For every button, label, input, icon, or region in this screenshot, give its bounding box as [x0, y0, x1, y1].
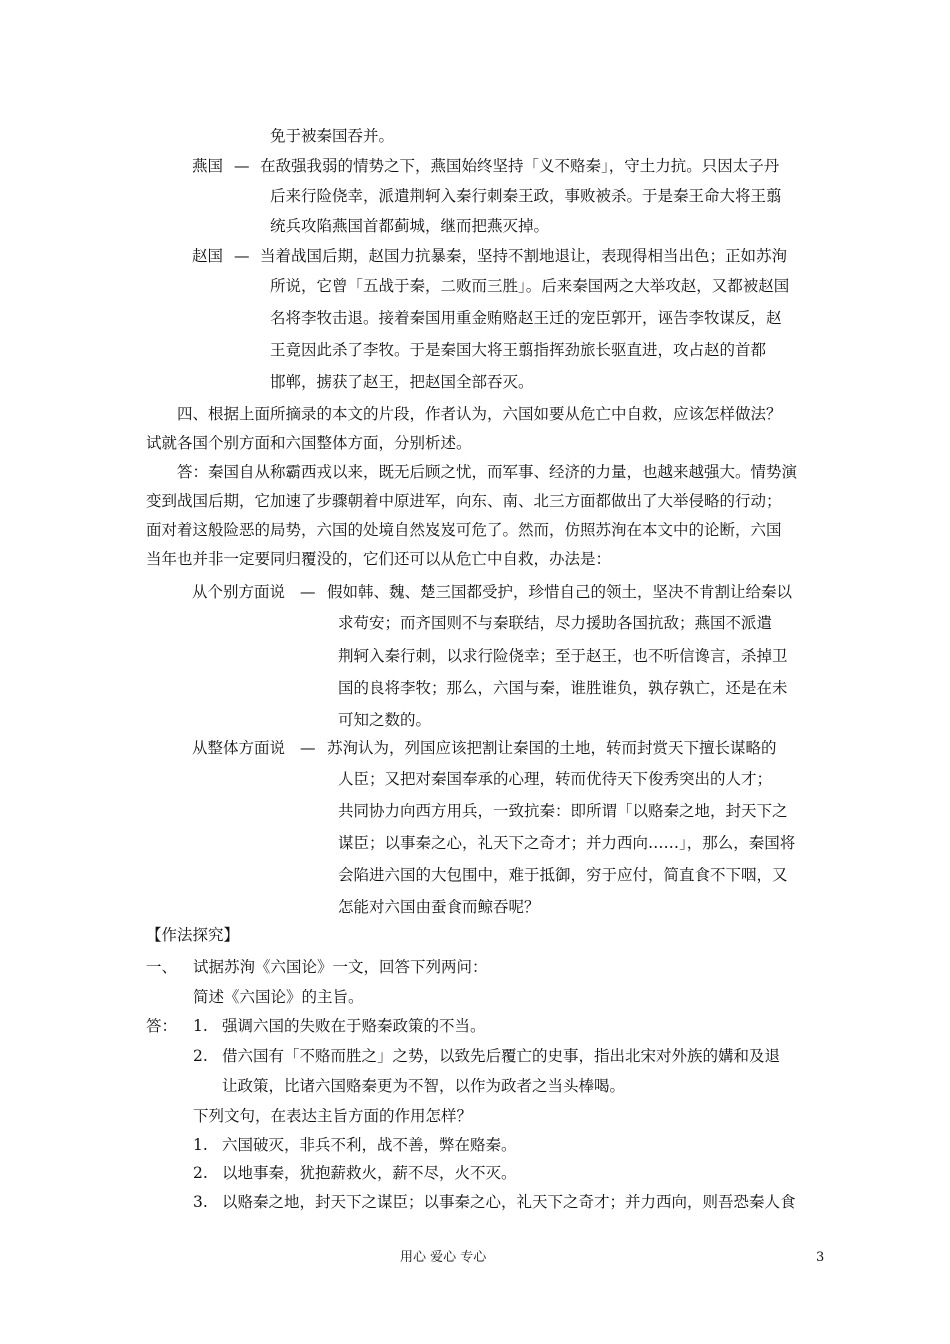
- answer-line: 当年也并非一定要同归覆没的，它们还可以从危亡中自救，办法是：: [146, 550, 612, 568]
- yan-line: 统兵攻陷燕国首都蓟城，继而把燕灭掉。: [270, 217, 550, 235]
- whole-line: 人臣；又把对秦国奉承的心理，转而优待天下俊秀突出的人才；: [338, 770, 773, 788]
- whole-label: 从整体方面说: [192, 739, 286, 757]
- whole-line: 苏洵认为，列国应该把割让秦国的土地，转而封赏天下擅长谋略的: [327, 739, 777, 757]
- whole-line: 会陷进六国的大包围中，难于抵御，穷于应付，简直食不下咽，又: [338, 866, 788, 884]
- page-number: 3: [816, 1250, 825, 1265]
- answer-item-line: 强调六国的失败在于赂秦政策的不当。: [222, 1017, 486, 1035]
- individual-line: 求苟安；而齐国则不与秦联结，尽力援助各国抗敌；燕国不派遣: [338, 614, 773, 632]
- whole-line: 怎能对六国由蚕食而鲸吞呢？: [338, 898, 540, 916]
- part-1-question: 试据苏洵《六国论》一文，回答下列两问：: [193, 958, 488, 976]
- quote-number: 1.: [193, 1136, 208, 1154]
- zhao-line: 所说，它曾「五战于秦，二败而三胜」。后来秦国两之大举攻赵，又都被赵国: [270, 277, 790, 295]
- part-1-sub-question: 简述《六国论》的主旨。: [193, 988, 364, 1006]
- yan-label: 燕国: [192, 157, 224, 175]
- yan-line: 在敌强我弱的情势之下，燕国始终坚持「义不赂秦」，守土力抗。只因太子丹: [260, 157, 780, 175]
- individual-label: 从个别方面说: [192, 583, 286, 601]
- zhao-line: 王竟因此杀了李牧。于是秦国大将王翦指挥劲旅长驱直进，攻占赵的首都: [270, 341, 767, 359]
- zhao-dash: —: [234, 247, 250, 265]
- answer-item-line: 让政策，比诸六国赂秦更为不智，以作为政者之当头棒喝。: [222, 1077, 626, 1095]
- footer-motto: 用心 爱心 专心: [400, 1250, 487, 1265]
- individual-line: 可知之数的。: [338, 711, 432, 729]
- answer-label: 答：: [146, 1017, 178, 1035]
- whole-line: 共同协力向西方用兵，一致抗秦：即所谓「以赂秦之地，封天下之: [338, 802, 788, 820]
- quote-number: 2.: [193, 1164, 208, 1182]
- answer-item-line: 借六国有「不赂而胜之」之势，以致先后覆亡的史事，指出北宋对外族的媾和及退: [222, 1047, 781, 1065]
- whole-dash: —: [300, 739, 316, 757]
- quote-text: 以赂秦之地，封天下之谋臣；以事秦之心，礼天下之奇才；并力西向，则吾恐秦人食: [222, 1193, 796, 1211]
- question-line: 试就各国个别方面和六国整体方面，分别析述。: [146, 434, 472, 452]
- part-1-sub-question-2: 下列文句，在表达主旨方面的作用怎样？: [193, 1107, 473, 1125]
- zhao-line: 当着战国后期，赵国力抗暴秦，坚持不割地退让，表现得相当出色；正如苏洵: [260, 247, 788, 265]
- whole-line: 谋臣；以事秦之心，礼天下之奇才；并力西向……」，那么，秦国将: [338, 834, 796, 852]
- answer-line: 变到战国后期，它加速了步骤朝着中原进军，向东、南、北三方面都做出了大举侵略的行动；: [146, 492, 782, 510]
- question-line: 四、根据上面所摘录的本文的片段，作者认为，六国如要从危亡中自救，应该怎样做法？: [177, 405, 782, 423]
- yan-line: 后来行险侥幸，派遣荆轲入秦行刺秦王政，事败被杀。于是秦王命大将王翦: [270, 187, 782, 205]
- zhao-line: 邯郸，掳获了赵王，把赵国全部吞灭。: [270, 373, 534, 391]
- section-heading: 【作法探究】: [146, 926, 240, 944]
- individual-line: 假如韩、魏、楚三国都受护，珍惜自己的领土，坚决不肯割让给秦以: [327, 583, 793, 601]
- individual-dash: —: [300, 583, 316, 601]
- intro-tail: 免于被秦国吞并。: [270, 127, 395, 145]
- answer-number: 2.: [193, 1047, 208, 1065]
- part-1-marker: 一、: [146, 958, 178, 976]
- quote-text: 六国破灭，非兵不利，战不善，弊在赂秦。: [222, 1136, 517, 1154]
- yan-dash: —: [234, 157, 250, 175]
- individual-line: 荆轲入秦行刺，以求行险侥幸；至于赵王，也不听信谗言，杀掉卫: [338, 647, 788, 665]
- answer-line: 面对着这般险恶的局势，六国的处境自然岌岌可危了。然而，仿照苏洵在本文中的论断，六国: [146, 521, 782, 539]
- quote-number: 3.: [193, 1193, 208, 1211]
- answer-number: 1.: [193, 1017, 208, 1035]
- answer-line: 答：秦国自从称霸西戎以来，既无后顾之忧，而军事、经济的力量，也越来越强大。情势演: [177, 463, 798, 481]
- zhao-label: 赵国: [192, 247, 224, 265]
- individual-line: 国的良将李牧；那么，六国与秦，谁胜谁负，孰存孰亡，还是在未: [338, 679, 788, 697]
- zhao-line: 名将李牧击退。接着秦国用重金贿赂赵王迁的宠臣郭开，诬告李牧谋反，赵: [270, 309, 782, 327]
- quote-text: 以地事秦，犹抱薪救火，薪不尽，火不灭。: [222, 1164, 517, 1182]
